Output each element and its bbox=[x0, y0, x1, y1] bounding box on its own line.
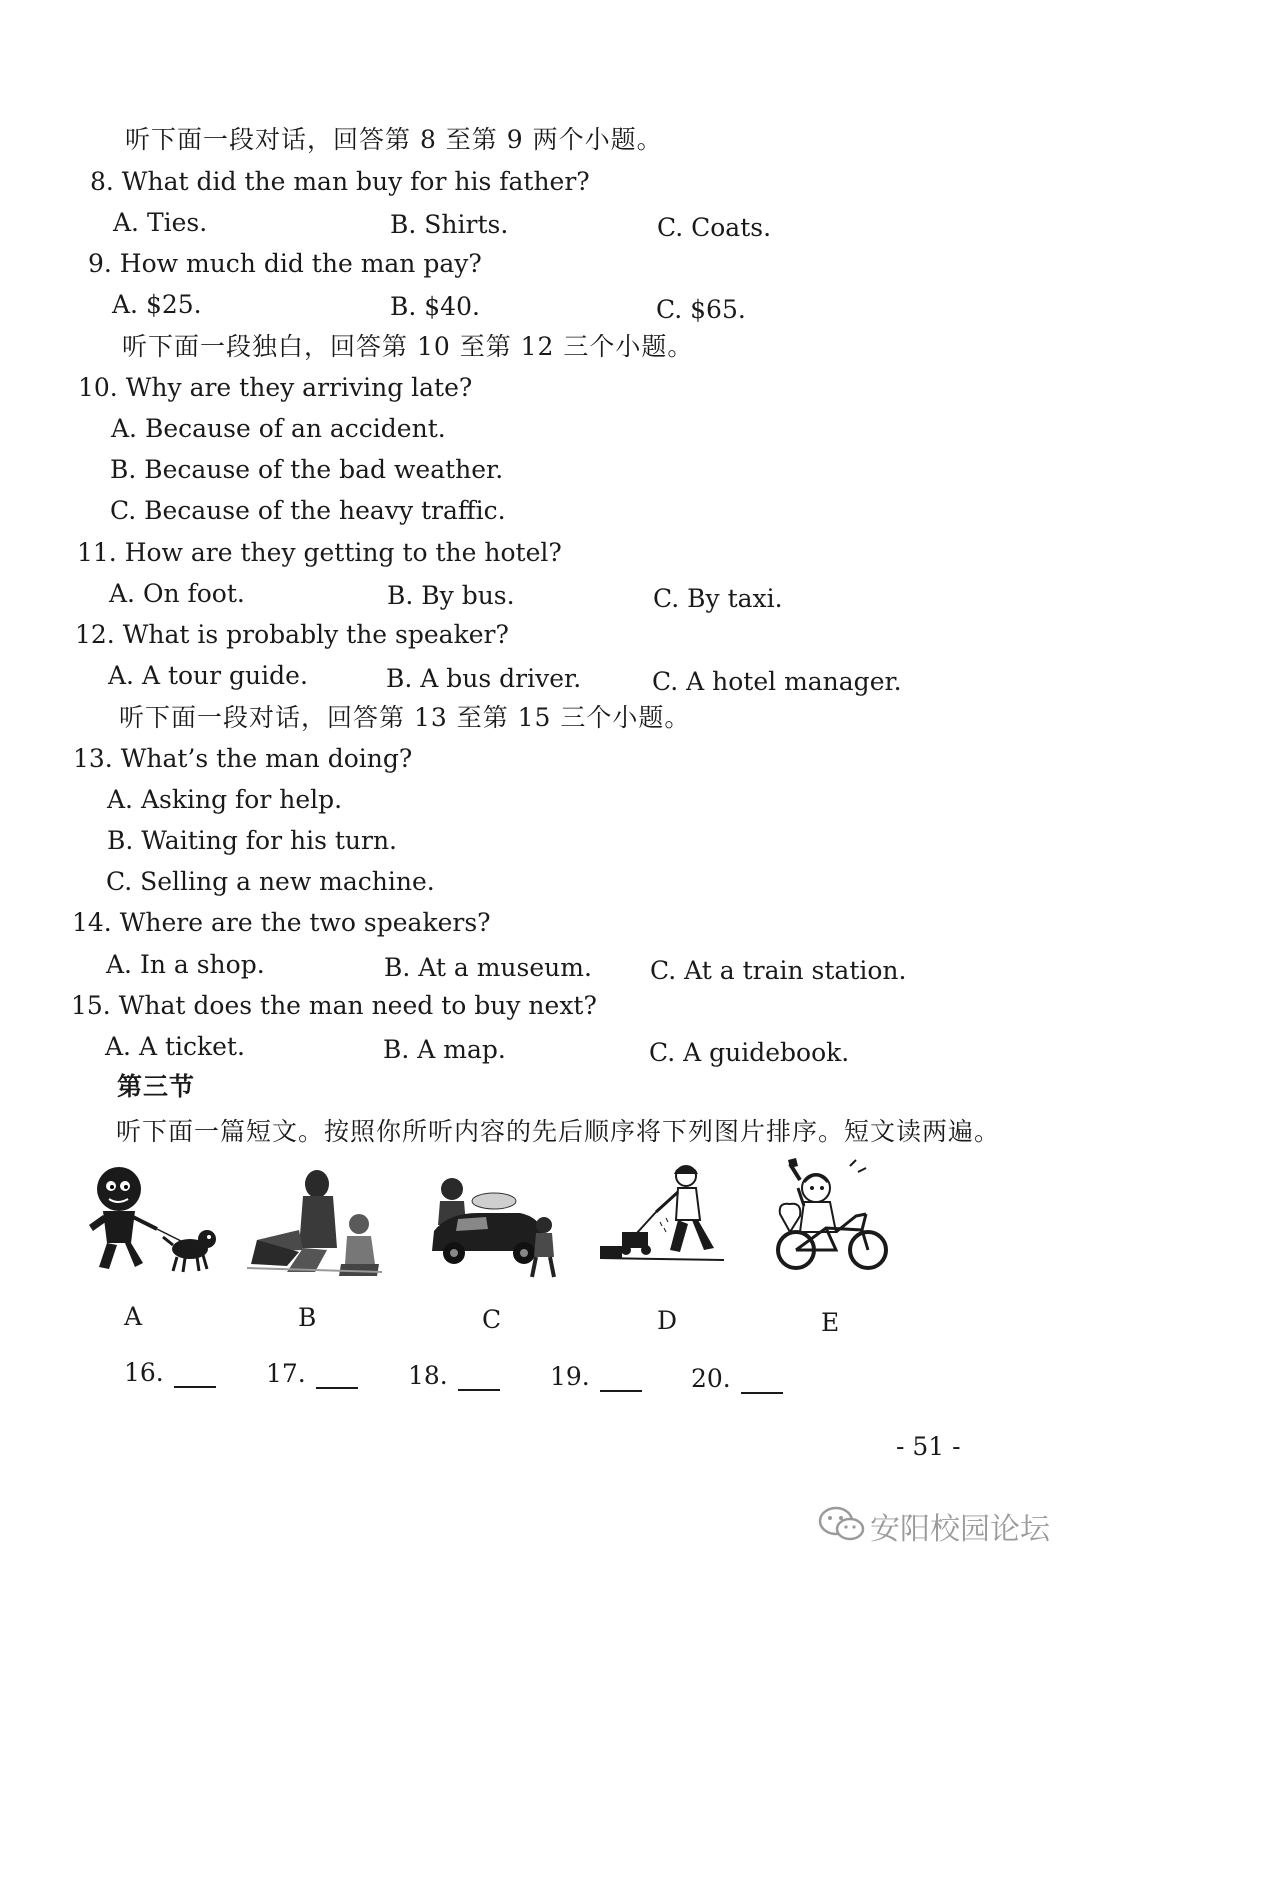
question-15: 15. What does the man need to buy next? bbox=[71, 991, 597, 1020]
instruction-13-15: 听下面一段对话，回答第 13 至第 15 三个小题。 bbox=[119, 703, 691, 732]
option-12b: B. A bus driver. bbox=[386, 664, 582, 693]
option-9c: C. $65. bbox=[656, 295, 746, 324]
question-13: 13. What’s the man doing? bbox=[73, 744, 413, 773]
question-14: 14. Where are the two speakers? bbox=[72, 908, 491, 937]
answer-19 bbox=[550, 1362, 642, 1392]
answer-18 bbox=[408, 1361, 500, 1391]
option-8a: A. Ties. bbox=[113, 208, 208, 237]
picture-a-boy-walking-dog bbox=[85, 1163, 220, 1283]
wechat-icon bbox=[818, 1505, 866, 1543]
option-8b: B. Shirts. bbox=[390, 210, 509, 239]
section3-instruction: 听下面一篇短文。按照你所听内容的先后顺序将下列图片排序。短文读两遍。 bbox=[116, 1117, 1001, 1146]
option-15c: C. A guidebook. bbox=[649, 1038, 850, 1067]
answer-20-number: 20. bbox=[691, 1364, 731, 1393]
option-12c: C. A hotel manager. bbox=[652, 667, 902, 696]
picture-label-e: E bbox=[821, 1308, 840, 1337]
question-12: 12. What is probably the speaker? bbox=[75, 620, 509, 649]
option-11b: B. By bus. bbox=[387, 581, 515, 610]
option-13b: B. Waiting for his turn. bbox=[107, 826, 398, 855]
answer-18-blank[interactable] bbox=[458, 1367, 500, 1391]
answer-17-blank[interactable] bbox=[316, 1365, 358, 1389]
option-9b: B. $40. bbox=[390, 292, 480, 321]
option-10b: B. Because of the bad weather. bbox=[110, 455, 504, 484]
option-13a: A. Asking for help. bbox=[107, 785, 343, 814]
picture-label-c: C bbox=[482, 1305, 502, 1334]
option-14a: A. In a shop. bbox=[106, 950, 265, 979]
option-10a: A. Because of an accident. bbox=[111, 414, 446, 443]
picture-d-man-mowing-lawn bbox=[600, 1162, 725, 1274]
answer-19-number: 19. bbox=[550, 1362, 590, 1391]
answer-20-blank[interactable] bbox=[741, 1370, 783, 1394]
question-9: 9. How much did the man pay? bbox=[88, 249, 482, 278]
answer-19-blank[interactable] bbox=[600, 1368, 642, 1392]
option-9a: A. $25. bbox=[112, 290, 202, 319]
option-14c: C. At a train station. bbox=[650, 956, 907, 985]
option-13c: C. Selling a new machine. bbox=[106, 867, 435, 896]
page-number: - 51 - bbox=[896, 1432, 961, 1461]
option-8c: C. Coats. bbox=[657, 213, 772, 242]
instruction-8-9: 听下面一段对话，回答第 8 至第 9 两个小题。 bbox=[125, 125, 663, 154]
watermark-text: 安阳校园论坛 bbox=[870, 1512, 1050, 1547]
question-10: 10. Why are they arriving late? bbox=[78, 373, 473, 402]
picture-c-family-with-car bbox=[428, 1173, 563, 1283]
question-11: 11. How are they getting to the hotel? bbox=[77, 538, 562, 567]
section3-heading: 第三节 bbox=[117, 1072, 196, 1101]
picture-label-a: A bbox=[124, 1302, 143, 1331]
answer-20 bbox=[691, 1364, 783, 1394]
option-11c: C. By taxi. bbox=[653, 584, 783, 613]
picture-e-boy-riding-bike bbox=[770, 1158, 900, 1276]
option-15a: A. A ticket. bbox=[105, 1032, 245, 1061]
answer-16-number: 16. bbox=[124, 1358, 164, 1387]
answer-18-number: 18. bbox=[408, 1361, 448, 1390]
instruction-10-12: 听下面一段独白，回答第 10 至第 12 三个小题。 bbox=[122, 332, 694, 361]
answer-16-blank[interactable] bbox=[174, 1364, 216, 1388]
answer-17 bbox=[266, 1359, 358, 1389]
picture-label-d: D bbox=[657, 1306, 678, 1335]
answer-16 bbox=[124, 1358, 216, 1388]
option-10c: C. Because of the heavy traffic. bbox=[110, 496, 506, 525]
option-11a: A. On foot. bbox=[109, 579, 245, 608]
answer-17-number: 17. bbox=[266, 1359, 306, 1388]
picture-label-b: B bbox=[298, 1303, 317, 1332]
question-8: 8. What did the man buy for his father? bbox=[90, 167, 590, 196]
option-12a: A. A tour guide. bbox=[108, 661, 308, 690]
option-15b: B. A map. bbox=[383, 1035, 506, 1064]
picture-b-mother-and-child bbox=[247, 1168, 382, 1283]
option-14b: B. At a museum. bbox=[384, 953, 592, 982]
